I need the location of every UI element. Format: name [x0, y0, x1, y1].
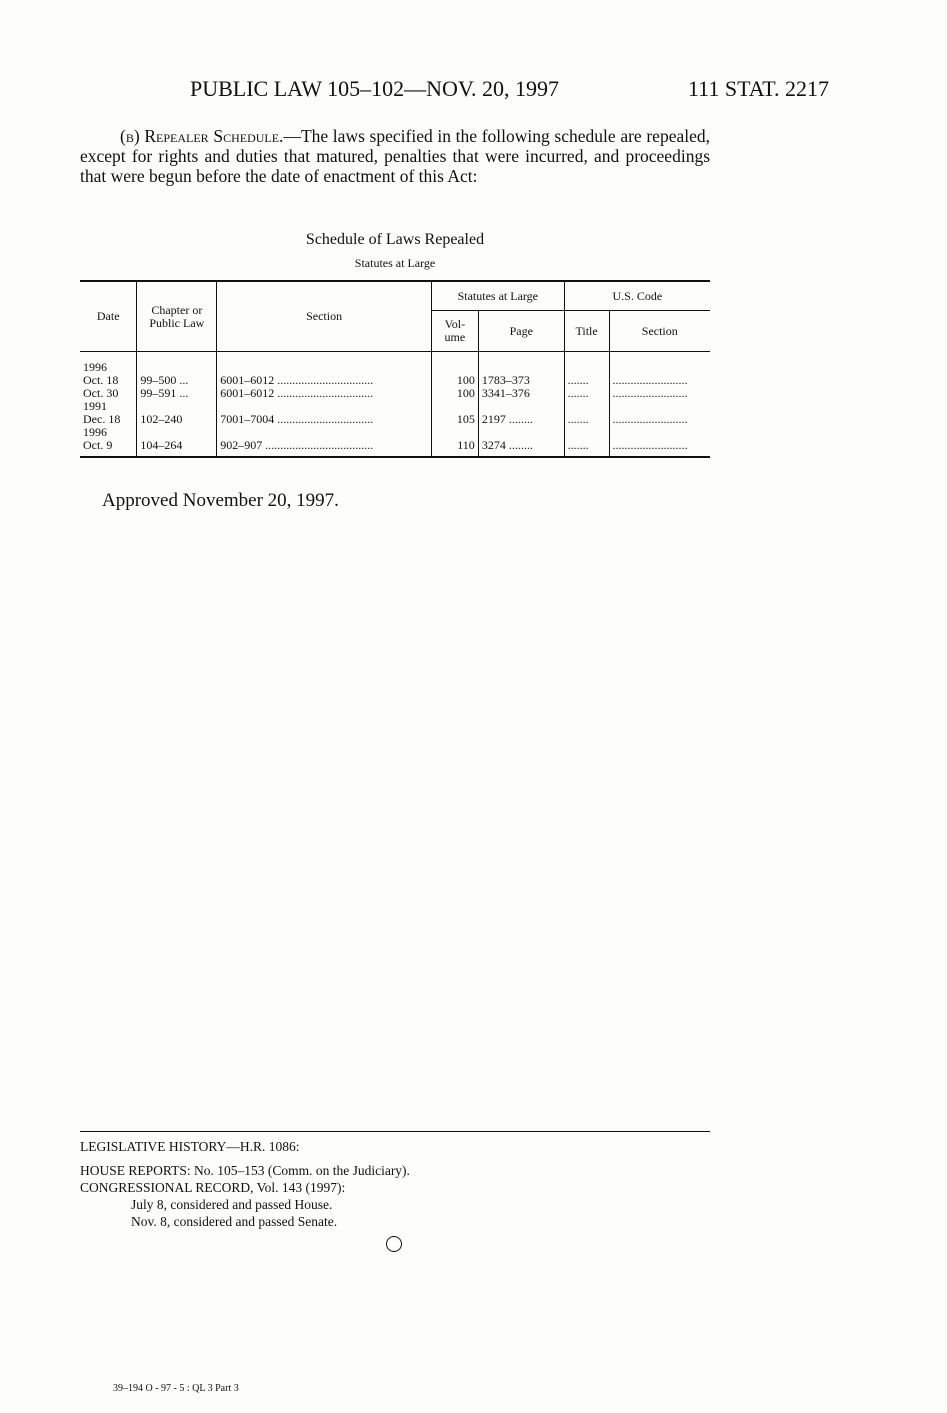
row-date: Dec. 18 — [80, 413, 137, 426]
row-page: 3274 ........ — [478, 439, 564, 457]
header-date: Date — [80, 281, 137, 352]
year-label: 1996 — [80, 352, 137, 375]
header-us-code: U.S. Code — [564, 281, 710, 311]
header-usc-title: Title — [564, 311, 609, 352]
row-chapter: 104–264 — [137, 439, 217, 457]
history-item-senate: Nov. 8, considered and passed Senate. — [131, 1214, 338, 1229]
repealer-paragraph — [80, 126, 710, 186]
row-chapter: 102–240 — [137, 413, 217, 426]
row-usc-title: ....... — [564, 387, 609, 400]
row-chapter: 99–500 ... — [137, 374, 217, 387]
table-row — [80, 439, 710, 457]
header-section: Section — [217, 281, 432, 352]
row-section: 6001–6012 ................................ — [217, 387, 432, 400]
row-volume: 100 — [431, 387, 478, 400]
stat-reference: 111 STAT. 2217 — [688, 76, 830, 101]
repealer-text: —The laws specified in the following schedule are repealed, except for rights and duties that matured, penalties that were incurred, and proceedings that were begun before the date of enactment of this Act: — [80, 126, 710, 186]
print-code-footer: 39–194 O - 97 - 5 : QL 3 Part 3 — [113, 1383, 239, 1394]
row-chapter: 99–591 ... — [137, 387, 217, 400]
row-usc-section: ......................... — [612, 413, 688, 426]
row-section: 6001–6012 ................................ — [217, 374, 432, 387]
row-section: 7001–7004 ................................ — [217, 413, 432, 426]
page-header — [0, 76, 947, 106]
schedule-subtitle: Statutes at Large — [354, 256, 436, 270]
legislative-history-heading: LEGISLATIVE HISTORY—H.R. 1086: — [80, 1139, 300, 1154]
repeal-schedule-table — [80, 280, 710, 458]
repealer-label: (b) Repealer Schedule. — [120, 126, 284, 146]
history-item-house: July 8, considered and passed House. — [131, 1197, 333, 1212]
header-statutes: Statutes at Large — [431, 281, 564, 311]
legislative-history — [80, 1138, 410, 1230]
year-label: 1996 — [80, 426, 137, 439]
header-usc-section: Section — [609, 311, 710, 352]
row-usc-title: ....... — [564, 374, 609, 387]
header-volume: Vol- ume — [431, 311, 478, 352]
house-reports: HOUSE REPORTS: No. 105–153 (Comm. on the Judiciary). — [80, 1163, 410, 1178]
row-date: Oct. 9 — [80, 439, 137, 457]
header-chapter: Chapter or Public Law — [137, 281, 217, 352]
row-usc-section: ......................... — [612, 374, 688, 387]
row-usc-section: ......................... — [609, 439, 710, 457]
law-title: PUBLIC LAW 105–102—NOV. 20, 1997 — [190, 76, 559, 101]
row-usc-section: ......................... — [612, 387, 688, 400]
end-mark-circle — [386, 1236, 402, 1252]
table-row — [80, 413, 710, 426]
year-label: 1991 — [80, 400, 137, 413]
row-volume: 100 — [431, 374, 478, 387]
row-section: 902–907 .................................... — [217, 439, 432, 457]
table-row — [80, 387, 710, 400]
schedule-title: Schedule of Laws Repealed — [305, 231, 485, 248]
divider — [80, 1131, 710, 1132]
header-page: Page — [478, 311, 564, 352]
approval-date: Approved November 20, 1997. — [102, 490, 339, 511]
congressional-record: CONGRESSIONAL RECORD, Vol. 143 (1997): — [80, 1180, 346, 1195]
row-page: 1783–373 — [478, 374, 564, 387]
row-usc-title: ....... — [564, 439, 609, 457]
row-date: Oct. 30 — [80, 387, 137, 400]
row-page: 2197 ........ — [478, 413, 564, 426]
table-row — [80, 352, 710, 375]
row-date: Oct. 18 — [80, 374, 137, 387]
row-usc-title: ....... — [564, 413, 609, 426]
row-page: 3341–376 — [478, 387, 564, 400]
row-volume: 105 — [431, 413, 478, 426]
row-volume: 110 — [431, 439, 478, 457]
